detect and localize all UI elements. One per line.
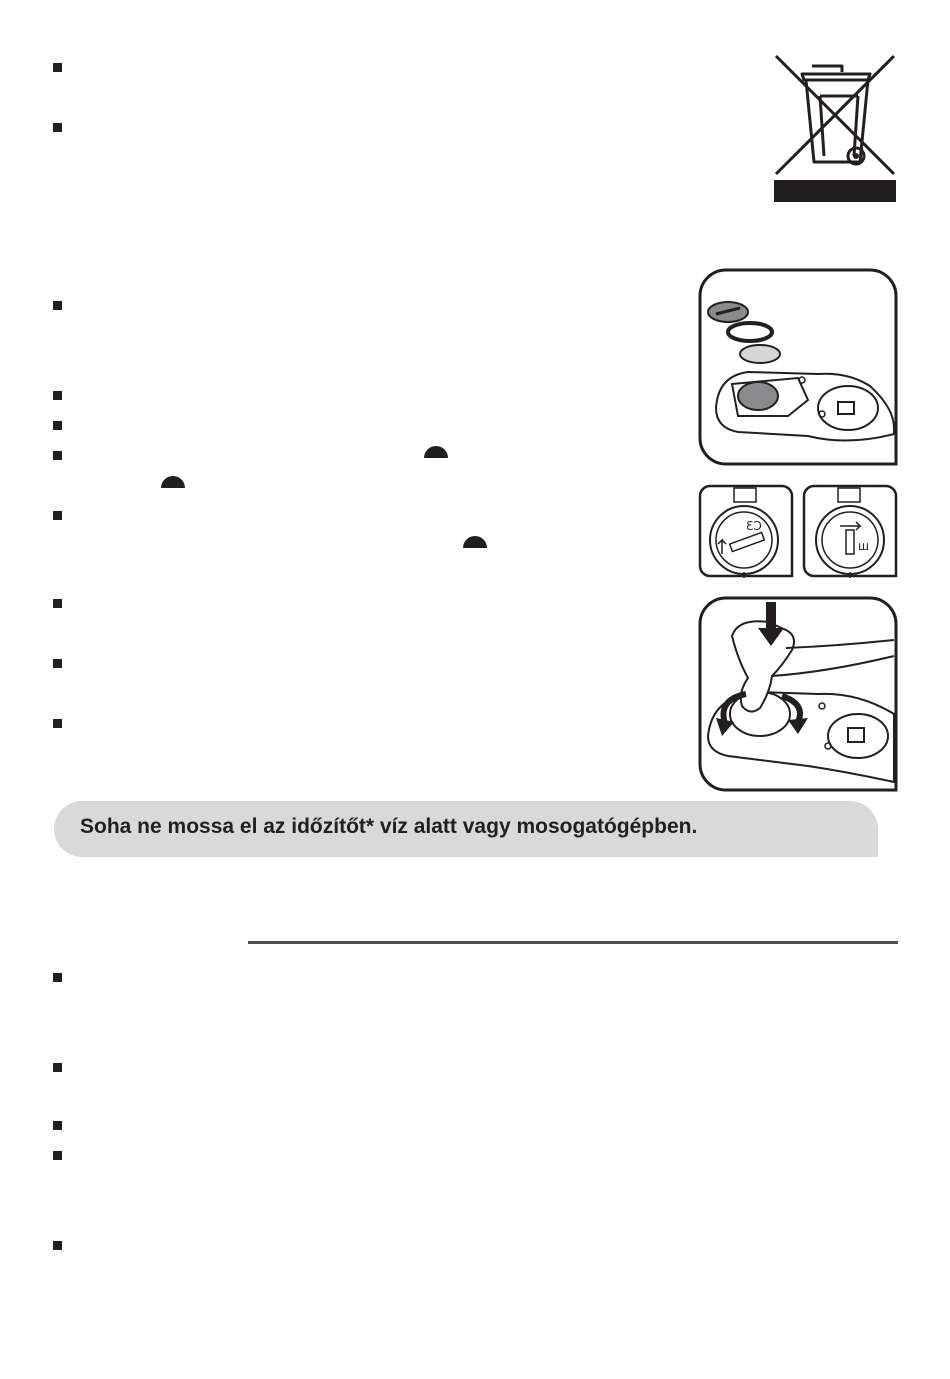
- bullet-icon: [53, 719, 62, 728]
- bullet-icon: [53, 123, 62, 132]
- lid-locked-illustration: [802, 484, 898, 578]
- bullet-icon: [53, 1063, 62, 1072]
- press-and-turn-illustration: [698, 596, 898, 792]
- bullet-icon: [53, 511, 62, 520]
- bullet-icon: [53, 301, 62, 310]
- bullet-icon: [53, 421, 62, 430]
- bullet-icon: [53, 451, 62, 460]
- bullet-icon: [53, 599, 62, 608]
- svg-text:ƐƆ: ƐƆ: [746, 519, 762, 533]
- weee-crossed-bin-icon: [772, 52, 898, 204]
- warning-banner: [54, 801, 878, 857]
- battery-compartment-illustration: [698, 268, 898, 466]
- lid-unlocked-illustration: [698, 484, 794, 578]
- step-marker-icon: [463, 536, 487, 548]
- bullet-icon: [53, 63, 62, 72]
- bullet-icon: [53, 391, 62, 400]
- bullet-icon: [53, 1241, 62, 1250]
- section-divider: [248, 941, 898, 944]
- step-marker-icon: [161, 476, 185, 488]
- svg-text:ꟺ: ꟺ: [858, 539, 869, 553]
- bullet-icon: [53, 973, 62, 982]
- bullet-icon: [53, 1121, 62, 1130]
- bullet-icon: [53, 1151, 62, 1160]
- step-marker-icon: [424, 446, 448, 458]
- warning-banner-text: Soha ne mossa el az időzítőt* víz alatt vagy mosogatógépben.: [80, 815, 698, 838]
- bullet-icon: [53, 659, 62, 668]
